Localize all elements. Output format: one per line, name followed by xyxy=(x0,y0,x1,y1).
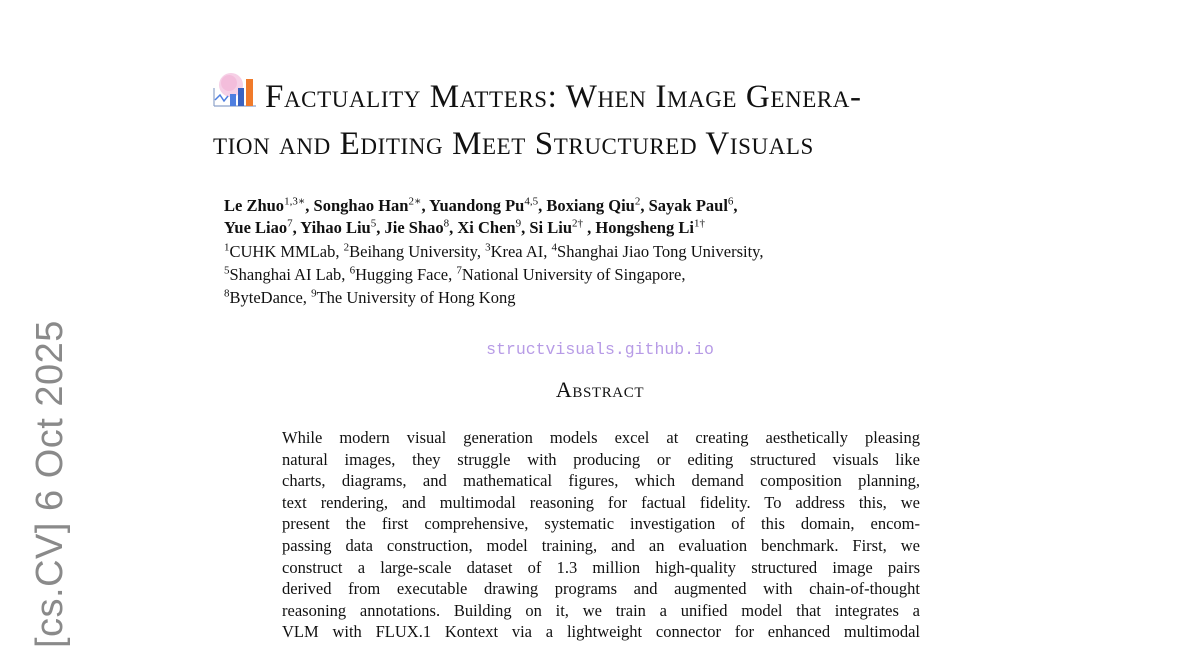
abstract-line: natural images, they struggle with producing or editing structured visuals like xyxy=(282,449,920,469)
author: Boxiang Qiu$^2$, xyxy=(546,195,649,215)
paper-title xyxy=(213,74,1013,168)
title-line-1: Factuality Matters: When Image Genera- xyxy=(265,79,862,115)
affiliation-row-1: $^1$CUHK MMLab, $^2$Beihang University, $^3$Krea AI, $^4$Shanghai Jiao Tong University, xyxy=(224,241,764,261)
abstract-line: text rendering, and multimodal reasoning for factual fidelity. To address this, we xyxy=(282,492,920,512)
abstract-line: charts, diagrams, and mathematical figures, which demand composition planning, xyxy=(282,471,920,491)
author: Si Liu$^{2\dagger}$ , xyxy=(529,217,596,237)
author: Hongsheng $Li^{1\dagger}$ xyxy=(595,217,705,237)
abstract-line: reasoning annotations. Building on it, we train a unified model that integrates a xyxy=(282,600,920,620)
author: Le Zhuo$^{1,3∗}$, xyxy=(224,195,314,215)
author-row-2 xyxy=(224,217,1024,239)
abstract-line: While modern visual generation models excel at creating aesthetically pleasing xyxy=(282,428,920,447)
author: Yihao Liu$^5$, xyxy=(300,217,385,237)
abstract-heading: Abstract xyxy=(555,377,645,402)
abstract-line: present the first comprehensive, systematic investigation of this domain, encom- xyxy=(282,514,920,534)
author-list xyxy=(224,195,1024,239)
project-page-link[interactable]: structvisuals.github.io xyxy=(486,340,714,359)
author: Jie Shao$^8$, xyxy=(384,217,458,237)
abstract-line: derived from executable drawing programs and augmented with chain-of-thought xyxy=(282,579,920,599)
author: Yuandong Pu$^{4,5}$, xyxy=(429,195,547,215)
affiliation-row-3: $^8$ByteDance, $^9$The University of Hong Kong xyxy=(224,287,516,307)
arxiv-stamp: [cs.CV] 6 Oct 2025 xyxy=(29,320,71,648)
abstract-line: construct a large-scale dataset of 1.3 million high-quality structured image pairs xyxy=(282,557,920,577)
abstract-body xyxy=(282,427,920,643)
author: Sayak Paul$^6$, xyxy=(648,195,738,215)
affiliation-row-2: $^5$Shanghai AI Lab, $^6$Hugging Face, $^7$National University of Singapore, xyxy=(224,264,686,284)
author: Songhao Han$^{2∗}$, xyxy=(313,195,430,215)
affiliation-list xyxy=(224,240,1024,309)
title-line-2: tion and Editing Meet Structured Visuals xyxy=(213,126,814,162)
abstract-line: passing data construction, model training, and an evaluation benchmark. First, we xyxy=(282,535,920,555)
author-row-1 xyxy=(224,195,1024,217)
author: Xi Chen$^9$, xyxy=(457,217,530,237)
abstract-line: VLM with FLUX.1 Kontext via a lightweight connector for enhanced multimodal xyxy=(282,622,920,642)
author: Yue Liao$^7$, xyxy=(224,217,301,237)
